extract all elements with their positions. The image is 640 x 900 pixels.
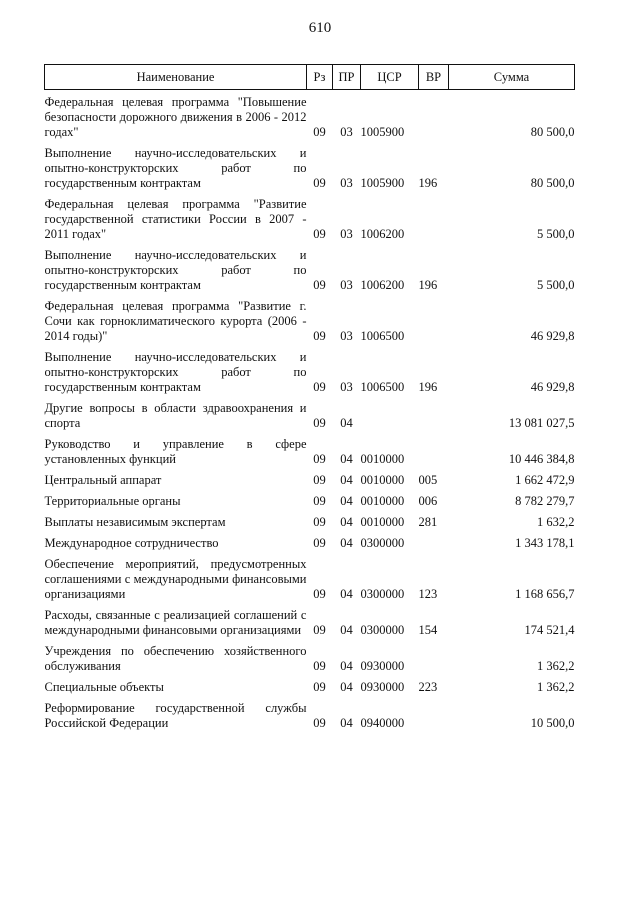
table-row <box>45 489 575 510</box>
table-row <box>45 675 575 696</box>
table-row <box>45 396 575 432</box>
row-name: Учреждения по обеспечению хозяйственного обслуживания <box>44 644 307 673</box>
row-sum: 80 500,0 <box>530 176 575 190</box>
row-name: Выполнение научно-исследовательских и опытно-конструкторских работ по государственным контрактам <box>44 350 307 394</box>
row-vr: 005 <box>418 473 438 487</box>
row-vr <box>419 90 449 142</box>
table-row <box>45 696 575 732</box>
row-csr: 0010000 <box>360 494 405 508</box>
row-csr: 1006500 <box>360 380 405 394</box>
row-rz: 09 <box>313 716 326 730</box>
row-rz: 09 <box>313 494 326 508</box>
row-rz: 09 <box>313 125 326 139</box>
row-name: Руководство и управление в сфере установленных функций <box>44 437 307 466</box>
table-row <box>45 192 575 243</box>
row-csr: 0930000 <box>360 680 405 694</box>
page-number: 610 <box>308 20 332 36</box>
header-csr: ЦСР <box>361 65 419 90</box>
row-pr: 04 <box>340 452 353 466</box>
row-sum: 8 782 279,7 <box>515 494 575 508</box>
table-row <box>45 141 575 192</box>
row-name: Выполнение научно-исследовательских и опытно-конструкторских работ по государственным контрактам <box>44 248 307 292</box>
row-pr: 04 <box>340 716 353 730</box>
row-rz: 09 <box>313 659 326 673</box>
row-rz: 09 <box>313 536 326 550</box>
row-vr: 006 <box>418 494 438 508</box>
header-pr: ПР <box>333 65 361 90</box>
table-row <box>45 432 575 468</box>
table-row <box>45 90 575 142</box>
table-row <box>45 603 575 639</box>
row-csr: 0930000 <box>360 659 405 673</box>
row-csr <box>361 396 419 432</box>
table-header-row <box>45 65 575 90</box>
row-rz: 09 <box>313 329 326 343</box>
row-csr: 1005900 <box>360 176 405 190</box>
row-vr: 123 <box>418 587 438 601</box>
table-row <box>45 345 575 396</box>
row-rz: 09 <box>313 515 326 529</box>
row-rz: 09 <box>313 278 326 292</box>
row-pr: 04 <box>340 536 353 550</box>
row-pr: 04 <box>340 587 353 601</box>
row-sum: 174 521,4 <box>524 623 575 637</box>
row-sum: 1 343 178,1 <box>515 536 575 550</box>
table-row <box>45 531 575 552</box>
row-vr: 196 <box>418 176 438 190</box>
header-name: Наименование <box>45 65 307 90</box>
row-csr: 0300000 <box>360 536 405 550</box>
table-row <box>45 243 575 294</box>
table-row <box>45 639 575 675</box>
row-name: Другие вопросы в области здравоохранения и спорта <box>44 401 307 430</box>
row-pr: 03 <box>340 125 353 139</box>
row-csr: 1005900 <box>360 125 405 139</box>
row-csr: 0940000 <box>360 716 405 730</box>
row-sum: 80 500,0 <box>530 125 575 139</box>
row-csr: 0010000 <box>360 452 405 466</box>
row-sum: 5 500,0 <box>537 227 575 241</box>
row-sum: 46 929,8 <box>530 329 575 343</box>
row-rz: 09 <box>313 416 326 430</box>
row-name: Расходы, связанные с реализацией соглашений с международными финансовыми организациями <box>44 608 307 637</box>
table-row <box>45 468 575 489</box>
row-rz: 09 <box>313 452 326 466</box>
row-rz: 09 <box>313 176 326 190</box>
row-sum: 1 662 472,9 <box>515 473 575 487</box>
row-sum: 5 500,0 <box>537 278 575 292</box>
row-pr: 04 <box>340 659 353 673</box>
row-pr: 04 <box>340 680 353 694</box>
row-vr: 154 <box>418 623 438 637</box>
row-vr <box>419 639 449 675</box>
row-csr: 0300000 <box>360 587 405 601</box>
row-pr: 04 <box>340 416 353 430</box>
row-sum: 10 500,0 <box>530 716 575 730</box>
row-vr: 223 <box>418 680 438 694</box>
header-sum: Сумма <box>449 65 575 90</box>
row-vr <box>419 696 449 732</box>
row-name: Федеральная целевая программа "Развитие государственной статистики России в 2007 - 2011 годах" <box>44 197 307 241</box>
row-vr <box>419 432 449 468</box>
row-vr <box>419 396 449 432</box>
row-vr: 281 <box>418 515 438 529</box>
row-sum: 13 081 027,5 <box>508 416 575 430</box>
row-pr: 03 <box>340 380 353 394</box>
row-name: Выполнение научно-исследовательских и опытно-конструкторских работ по государственным контрактам <box>44 146 307 190</box>
row-pr: 03 <box>340 176 353 190</box>
row-csr: 0010000 <box>360 515 405 529</box>
row-sum: 1 362,2 <box>537 659 575 673</box>
row-pr: 03 <box>340 278 353 292</box>
row-csr: 0010000 <box>360 473 405 487</box>
budget-table <box>44 64 575 732</box>
row-pr: 04 <box>340 515 353 529</box>
table-row <box>45 552 575 603</box>
row-rz: 09 <box>313 473 326 487</box>
table-row <box>45 510 575 531</box>
table-row <box>45 294 575 345</box>
header-rz: Рз <box>307 65 333 90</box>
row-rz: 09 <box>313 587 326 601</box>
row-pr: 04 <box>340 623 353 637</box>
row-sum: 1 362,2 <box>537 680 575 694</box>
row-pr: 04 <box>340 494 353 508</box>
row-csr: 1006200 <box>360 227 405 241</box>
row-pr: 03 <box>340 227 353 241</box>
row-name: Обеспечение мероприятий, предусмотренных соглашениями с международными финансовыми организациями <box>44 557 307 601</box>
row-rz: 09 <box>313 227 326 241</box>
row-rz: 09 <box>313 623 326 637</box>
row-name: Реформирование государственной службы Российской Федерации <box>44 701 307 730</box>
row-vr: 196 <box>418 380 438 394</box>
row-pr: 03 <box>340 329 353 343</box>
row-csr: 0300000 <box>360 623 405 637</box>
row-vr <box>419 192 449 243</box>
row-vr <box>419 294 449 345</box>
row-rz: 09 <box>313 680 326 694</box>
row-name: Выплаты независимым экспертам <box>44 515 226 529</box>
row-sum: 1 632,2 <box>537 515 575 529</box>
header-vr: ВР <box>419 65 449 90</box>
row-csr: 1006500 <box>360 329 405 343</box>
row-name: Международное сотрудничество <box>44 536 219 550</box>
row-csr: 1006200 <box>360 278 405 292</box>
row-sum: 10 446 384,8 <box>508 452 575 466</box>
row-sum: 46 929,8 <box>530 380 575 394</box>
row-name: Территориальные органы <box>44 494 181 508</box>
row-vr: 196 <box>418 278 438 292</box>
row-name: Центральный аппарат <box>44 473 162 487</box>
row-rz: 09 <box>313 380 326 394</box>
row-name: Специальные объекты <box>44 680 164 694</box>
row-name: Федеральная целевая программа "Развитие г. Сочи как горноклиматического курорта (2006 - 2014 годы)" <box>44 299 307 343</box>
row-sum: 1 168 656,7 <box>515 587 575 601</box>
row-name: Федеральная целевая программа "Повышение безопасности дорожного движения в 2006 - 2012 годах" <box>44 95 307 139</box>
row-pr: 04 <box>340 473 353 487</box>
row-vr <box>419 531 449 552</box>
